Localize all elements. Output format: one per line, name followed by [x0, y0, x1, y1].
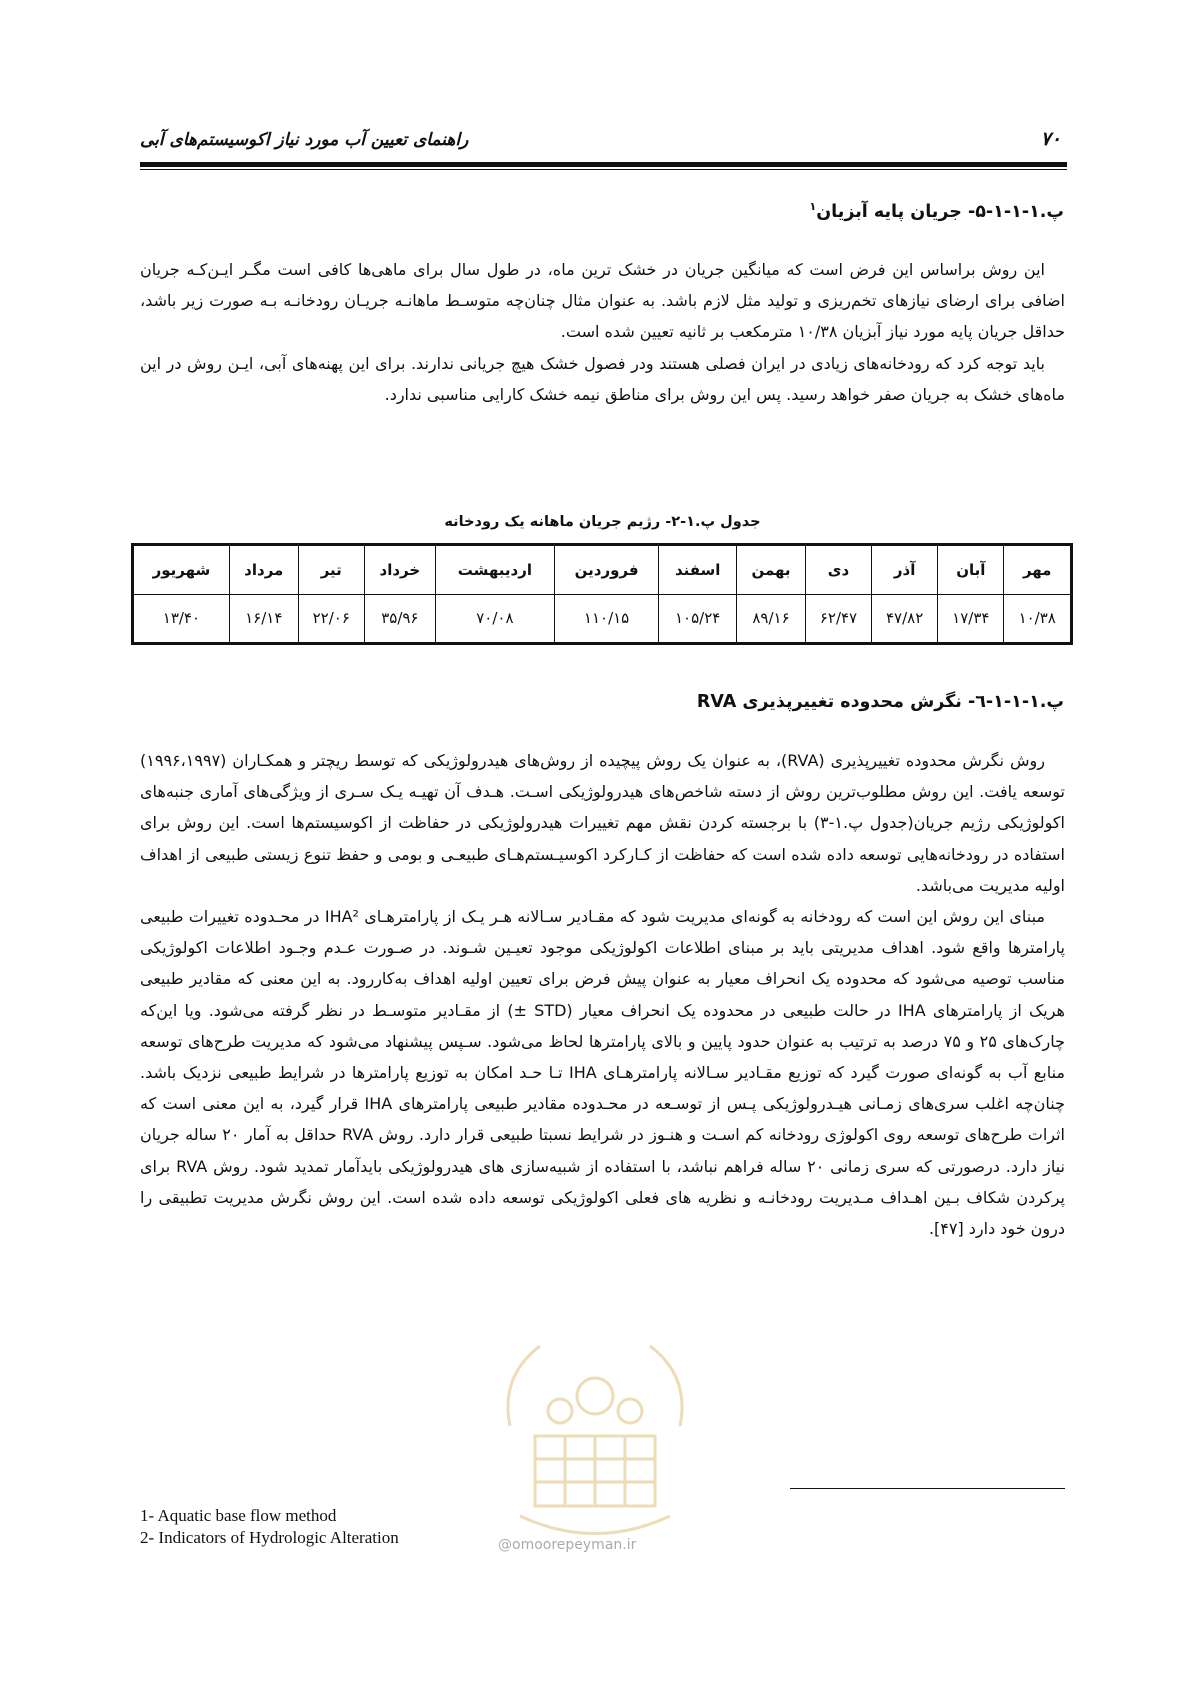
month-cell: اردیبهشت — [435, 545, 554, 595]
month-cell: خرداد — [364, 545, 435, 595]
value-cell: ۶۲/۴۷ — [805, 594, 871, 644]
month-cell: آذر — [872, 545, 938, 595]
value-cell: ۴۷/۸۲ — [872, 594, 938, 644]
footnote-rule — [790, 1488, 1065, 1489]
paragraph: مبنای این روش این است که رودخانه به گونه‌ای مدیریت شود که مقـادیر سـالانه هـر یـک از پارامترهـای IHA² در محـدوده تغییرات طبیعی پارامترها واقع شود. اهداف مدیریتی باید بر مبنای اطلاعات اکولوژیکی موجود تعیـین شـوند. در صـورت عـدم وجـود اطلاعات اکولوژیکی مناسب توصیه می‌شود که محدوده یک انحراف معیار به عنوان پیش فرض برای تعیین اولیه اهداف به‌کاررود. به این معنی که مقادیر طبیعی هریک از پارامترهای IHA در حالت طبیعی در محدوده یک انحراف معیار (STD ±) از مقـادیر متوسـط در نظر گرفته می‌شود. ویا این‌که چارک‌های ۲۵ و ۷۵ درصد به ترتیب به عنوان حدود پایین و بالای پارامترها لحاظ می‌شود. سـپس پیشنهاد می‌شود که مدیریت طرح‌های توسعه منابع آب به گونه‌ای صورت گیرد که توزیع مقـادیر سـالانه پارامترهـای IHA تـا حـد امکان به توزیع پارامترها در شرایط طبیعی نزدیک باشد. چنان‌چه اغلب سری‌های زمـانی هیـدرولوژیکی پـس از توسـعه در محـدوده مقادیر طبیعی پارامترهای IHA قرار گیرد، به این معنی است که اثرات طرح‌های توسعه روی اکولوژی رودخانه کم اسـت و هنـوز در شرایط نسبتا طبیعی قرار دارد. روش RVA حداقل به آمار ۲۰ ساله جریان نیاز دارد. درصورتی که سری زمانی ۲۰ ساله فراهم نباشد، با استفاده از شبیه‌سازی های هیدرولوژیکی بایدآمار تمدید شود. روش RVA برای پرکردن شکاف بـین اهـداف مـدیریت رودخانـه و نظریه های فعلی اکولوژیکی توسعه داده شده است. این روش نگرش مدیریت تطبیقی را درون خود دارد [۴۷]. — [140, 907, 1066, 1239]
month-cell: مهر — [1004, 545, 1072, 595]
footnote-ref-1: ۱ — [809, 200, 817, 213]
month-cell: شهریور — [133, 545, 230, 595]
watermark-text: @omoorepeyman.ir — [498, 1537, 637, 1553]
header-rule — [140, 162, 1067, 167]
month-cell: بهمن — [737, 545, 806, 595]
table-row — [133, 594, 1072, 644]
page-number: ۷۰ — [1040, 128, 1061, 150]
table-header-row — [133, 545, 1072, 595]
month-cell: تیر — [298, 545, 364, 595]
month-cell: اسفند — [659, 545, 737, 595]
month-cell: فروردین — [554, 545, 658, 595]
month-cell: دی — [805, 545, 871, 595]
value-cell: ۱۶/۱۴ — [229, 594, 298, 644]
page-header — [140, 126, 1065, 166]
value-cell: ۲۲/۰۶ — [298, 594, 364, 644]
footnote-2: 2- Indicators of Hydrologic Alteration — [140, 1528, 399, 1547]
month-cell: آبان — [938, 545, 1004, 595]
footnote-1: 1- Aquatic base flow method — [140, 1506, 337, 1525]
section1-body — [140, 254, 1065, 410]
value-cell: ۱۷/۳۴ — [938, 594, 1004, 644]
table-caption: جدول پ.۱-۲- رژیم جریان ماهانه یک رودخانه — [444, 514, 761, 530]
month-cell: مرداد — [229, 545, 298, 595]
value-cell: ۱۱۰/۱۵ — [554, 594, 658, 644]
section-heading-rva: پ.۱-۱-۱-٦- نگرش محدوده تغییرپذیری RVA — [696, 692, 1064, 712]
value-cell: ۷۰/۰۸ — [435, 594, 554, 644]
section2-body — [140, 745, 1065, 1244]
running-title: راهنمای تعیین آب مورد نیاز اکوسیستم‌های آبی — [140, 130, 469, 150]
monthly-flow-table — [131, 543, 1073, 645]
section-heading-aquatic-base-flow — [810, 200, 1064, 222]
section-heading-text: پ.۱-۱-۱-۵- جریان پایه آبزیان — [816, 201, 1064, 222]
paragraph: باید توجه کرد که رودخانه‌های زیادی در ایران فصلی هستند ودر فصول خشک هیچ جریانی ندارند. برای این پهنه‌های آبی، ایـن روش در این ماه‌های خشک به جریان صفر خواهد رسید. پس این روش برای مناطق نیمه خشک کارایی مناسبی ندارد. — [140, 353, 1065, 404]
value-cell: ۸۹/۱۶ — [737, 594, 806, 644]
header-rule-thin — [140, 169, 1067, 170]
paragraph: روش نگرش محدوده تغییرپذیری (RVA)، به عنوان یک روش پیچیده از روش‌های هیدرولوژیکی که توسط ریچتر و همکـاران (۱۹۹۶،۱۹۹۷) توسعه یافت. این روش مطلوب‌ترین روش از دسته شاخص‌های هیدرولوژیکی اسـت. هـدف آن تهیـه یـک سـری از ویژگی‌های آماری جنبه‌های اکولوژیکی رژیم جریان(جدول پ.۱-۳) با برجسته کردن نقش مهم تغییرات هیدرولوژیکی در حفاظت از اکوسیستم‌ها است. این روش برای استفاده در رودخانه‌هایی توسعه داده شده است که حفاظت از کـارکرد اکوسیـستم‌هـای طبیعـی و بومی و حفظ تنوع زیستی طبیعی از اهداف اولیه مدیریت می‌باشد. — [140, 751, 1065, 895]
value-cell: ۳۵/۹۶ — [364, 594, 435, 644]
value-cell: ۱۳/۴۰ — [133, 594, 230, 644]
paragraph: این روش براساس این فرض است که میانگین جریان در خشک ترین ماه، در طول سال برای ماهی‌ها کافی است مگـر ایـن‌کـه جریان اضافی برای ارضای نیازهای تخم‌ریزی و تولید مثل لازم باشد. به عنوان مثال چنان‌چه متوسـط ماهانـه جریـان رودخانـه بـه صورت زیر باشد، حداقل جریان پایه مورد نیاز آبزیان ۱۰/۳۸ مترمکعب بر ثانیه تعیین شده است. — [140, 260, 1065, 342]
value-cell: ۱۰/۳۸ — [1004, 594, 1072, 644]
watermark-seal-icon — [480, 1316, 710, 1556]
value-cell: ۱۰۵/۲۴ — [659, 594, 737, 644]
footnotes — [140, 1505, 399, 1549]
